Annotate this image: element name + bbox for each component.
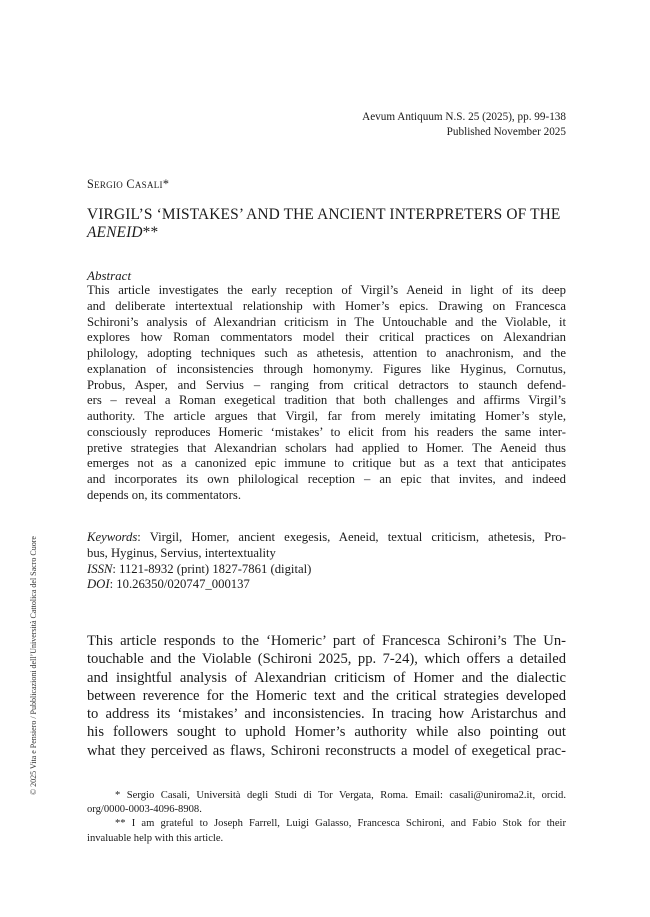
abstract-line: authority. The article argues that Virgil, far from merely imitating Homer’s style, [87,409,566,423]
body-line: his followers sought to uphold Homer’s authority while also pointing out [87,724,566,741]
doi-value: : 10.26350/020747_000137 [109,577,250,592]
footnote-2-line: invaluable help with this article. [87,832,224,844]
author-name: Sergio Casali* [87,177,170,191]
abstract-line: ers – reveal a Roman exegetical tradition that both challenges and affirms Virgil’s [87,393,566,408]
copyright-sidebar: © 2025 Vita e Pensiero / Pubblicazioni dell’Università Cattolica del Sacro Cuore [29,536,38,795]
body-line: touchable and the Violable (Schironi 2025, pp. 7-24), which offers a detailed [87,651,566,668]
issn-line [87,562,566,578]
abstract-line: explores how Roman commentators model their critical practices on Alexandrian [87,330,566,345]
body-line: to address its ‘mistakes’ and inconsistencies. In tracing how Aristarchus and [87,706,566,723]
abstract-line: pretive strategies that Alexandrian scholars had applied to Homer. The Aeneid thus [87,440,566,455]
abstract-line: depends on, its commentators. [87,487,241,502]
doi-line [87,577,566,593]
keywords-block [87,530,566,593]
abstract-line: Probus, Asper, and Servius – ranging from critical detractors to staunch defend- [87,377,566,392]
body-line: and insightful analysis of Alexandrian criticism of Homer and the dialectic [87,669,566,686]
title-footnote-mark: ** [142,224,159,241]
body-line: what they perceived as flaws, Schironi reconstructs a model of exegetical prac- [87,742,566,759]
issn-label: ISSN [87,561,113,576]
title-italic: AENEID [87,224,143,241]
keywords-label: Keywords [87,530,138,544]
body-line: This article responds to the ‘Homeric’ part of Francesca Schironi’s The Un- [87,633,566,649]
journal-citation: Aevum Antiquum N.S. 25 (2025), pp. 99-138 [362,111,566,123]
body-line: between reverence for the Homeric text and the critical strategies developed [87,687,566,704]
abstract-body [87,283,566,504]
footnotes [87,789,566,846]
abstract-line: emerges not as a canonized epic immune to critique but as a text that anticipates [87,456,566,471]
abstract-line: and incorporates its own philological reception – an epic that invites, and indeed [87,472,566,486]
body-text [87,632,566,760]
journal-info [362,110,566,140]
abstract-heading: Abstract [87,268,132,283]
abstract-line: Schironi’s analysis of Alexandrian criticism in The Untouchable and the Violable, it [87,314,566,329]
publication-date: Published November 2025 [446,126,566,138]
abstract-line: This article investigates the early reception of Virgil’s Aeneid in light of its deep [87,283,566,297]
keywords-text: : Virgil, Homer, ancient exegesis, Aeneid, textual criticism, athetesis, Pro- [137,530,566,544]
keywords-line [87,530,566,546]
footnote-2-line: ** I am grateful to Joseph Farrell, Luigi Galasso, Francesca Schironi, and Fabio Stok for their [115,818,566,830]
title-main: VIRGIL’S ‘MISTAKES’ AND THE ANCIENT INTERPRETERS OF THE [87,206,561,223]
doi-label: DOI [87,577,110,592]
keywords-line-2: bus, Hyginus, Servius, intertextuality [87,545,276,560]
footnote-1-line: * Sergio Casali, Università degli Studi di Tor Vergata, Roma. Email: casali@uniroma2.it, orcid. [115,790,566,801]
abstract-line: consciously reproduces Homeric ‘mistakes’ to elicit from his readers the same inter- [87,424,566,439]
abstract-line: philology, adopting techniques such as athetesis, attention to anachronism, and the [87,346,566,360]
issn-value: : 1121-8932 (print) 1827-7861 (digital) [112,561,312,576]
article-title [87,206,577,242]
abstract-line: and deliberate intertextual relationship with Homer’s epics. Drawing on Francesca [87,298,566,313]
abstract-line: explanation of inconsistencies through homonymy. Figures like Hyginus, Cornutus, [87,361,566,376]
footnote-1-line: org/0000-0003-4096-8908. [87,804,202,816]
